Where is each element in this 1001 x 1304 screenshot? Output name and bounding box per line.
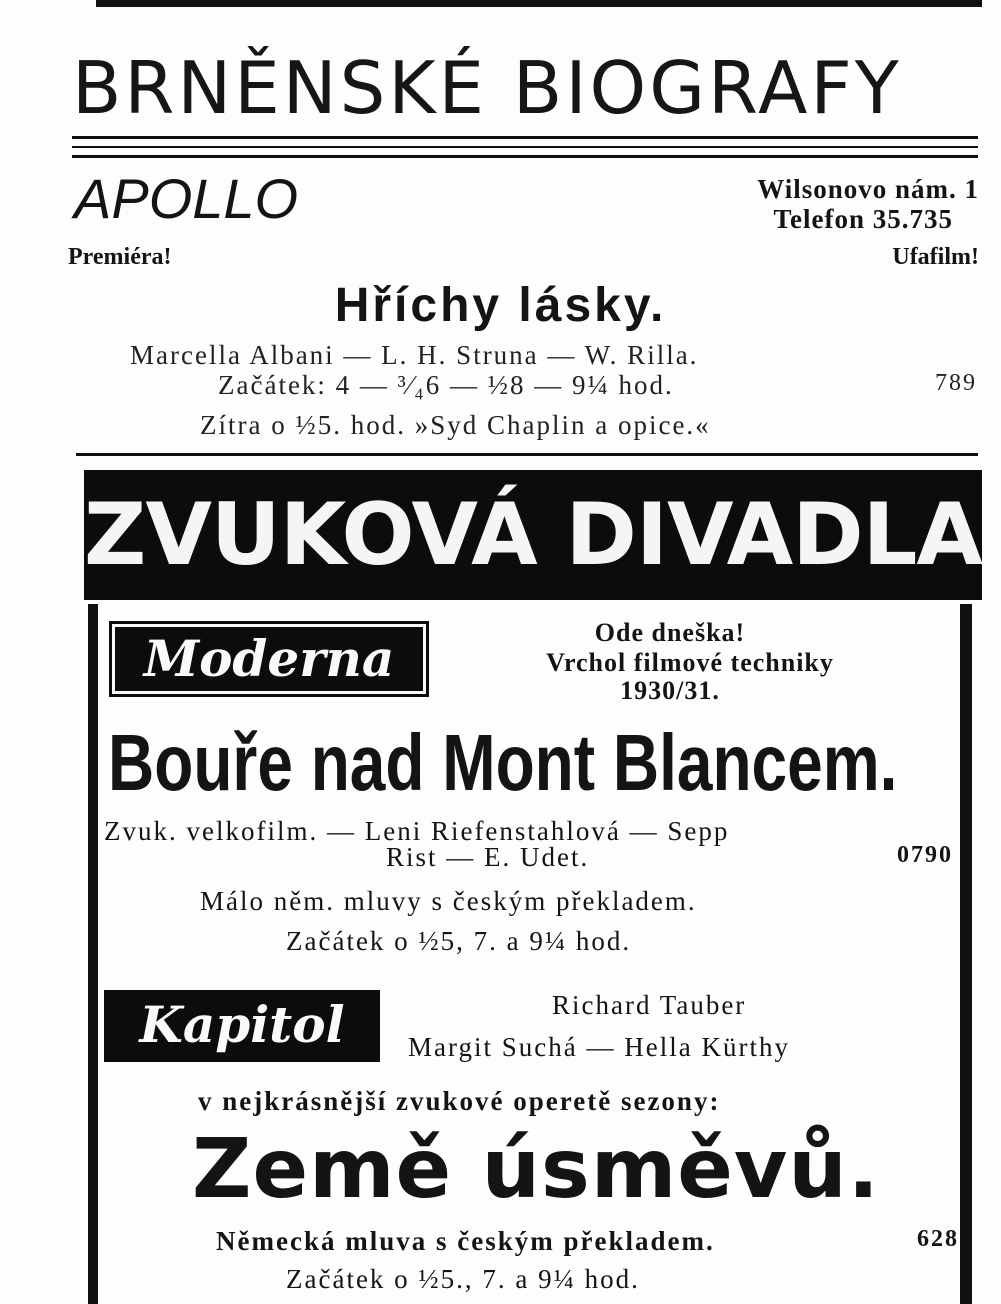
apollo-tomorrow-note: Zítra o ½5. hod. »Syd Chaplin a opice.« xyxy=(200,410,711,440)
frame-left xyxy=(88,604,98,1304)
kapitol-film-title: Země úsměvů. xyxy=(192,1122,880,1217)
page-title: BRNĚNSKÉ BIOGRAFY xyxy=(72,46,902,130)
cinema-name-apollo: APOLLO xyxy=(74,167,299,230)
apollo-cast: Marcella Albani — L. H. Struna — W. Rilla. xyxy=(130,340,699,370)
kapitol-ad-number: 628 xyxy=(917,1226,959,1252)
kapitol-intro: v nejkrásnější zvukové operetě sezony: xyxy=(198,1086,721,1116)
moderna-description-1: Zvuk. velkofilm. — Leni Riefenstahlová — Sepp xyxy=(104,816,730,846)
moderna-from-today: Ode dneška! xyxy=(594,618,746,647)
moderna-language: Málo něm. mluvy s českým překladem. xyxy=(200,886,697,916)
kapitol-language: Německá mluva s českým překladem. xyxy=(216,1226,715,1256)
top-border xyxy=(96,0,982,7)
moderna-year: 1930/31. xyxy=(620,676,720,705)
moderna-slogan: Vrchol filmové techniky xyxy=(546,648,834,677)
apollo-premiere-tag: Premiéra! xyxy=(68,244,172,270)
apollo-studio-tag: Ufafilm! xyxy=(892,244,979,270)
banner-text: ZVUKOVÁ DIVADLA xyxy=(84,485,982,585)
moderna-logo xyxy=(112,624,426,694)
kapitol-cast-1: Richard Tauber xyxy=(552,990,747,1020)
apollo-address: Wilsonovo nám. 1 xyxy=(757,174,979,204)
apollo-showtimes: Začátek: 4 — ³⁄₄6 — ½8 — 9¼ hod. xyxy=(218,370,674,400)
moderna-description-2: Rist — E. Udet. xyxy=(386,842,590,872)
apollo-ad-number: 789 xyxy=(935,370,977,396)
apollo-film-title: Hříchy lásky. xyxy=(334,279,667,332)
kapitol-showtimes: Začátek o ½5., 7. a 9¼ hod. xyxy=(286,1264,640,1294)
sound-cinemas-banner xyxy=(84,470,982,600)
moderna-showtimes: Začátek o ½5, 7. a 9¼ hod. xyxy=(286,926,632,956)
apollo-phone: Telefon 35.735 xyxy=(773,204,953,234)
moderna-logo-text: Moderna xyxy=(143,629,395,688)
kapitol-logo-text: Kapitol xyxy=(139,995,345,1054)
section-divider xyxy=(76,453,978,456)
moderna-film-title: Bouře nad Mont Blancem. xyxy=(108,717,898,808)
kapitol-logo xyxy=(104,990,380,1062)
kapitol-cast-2: Margit Suchá — Hella Kürthy xyxy=(408,1032,790,1062)
moderna-ad-number: 0790 xyxy=(897,842,953,868)
frame-right xyxy=(960,604,972,1304)
